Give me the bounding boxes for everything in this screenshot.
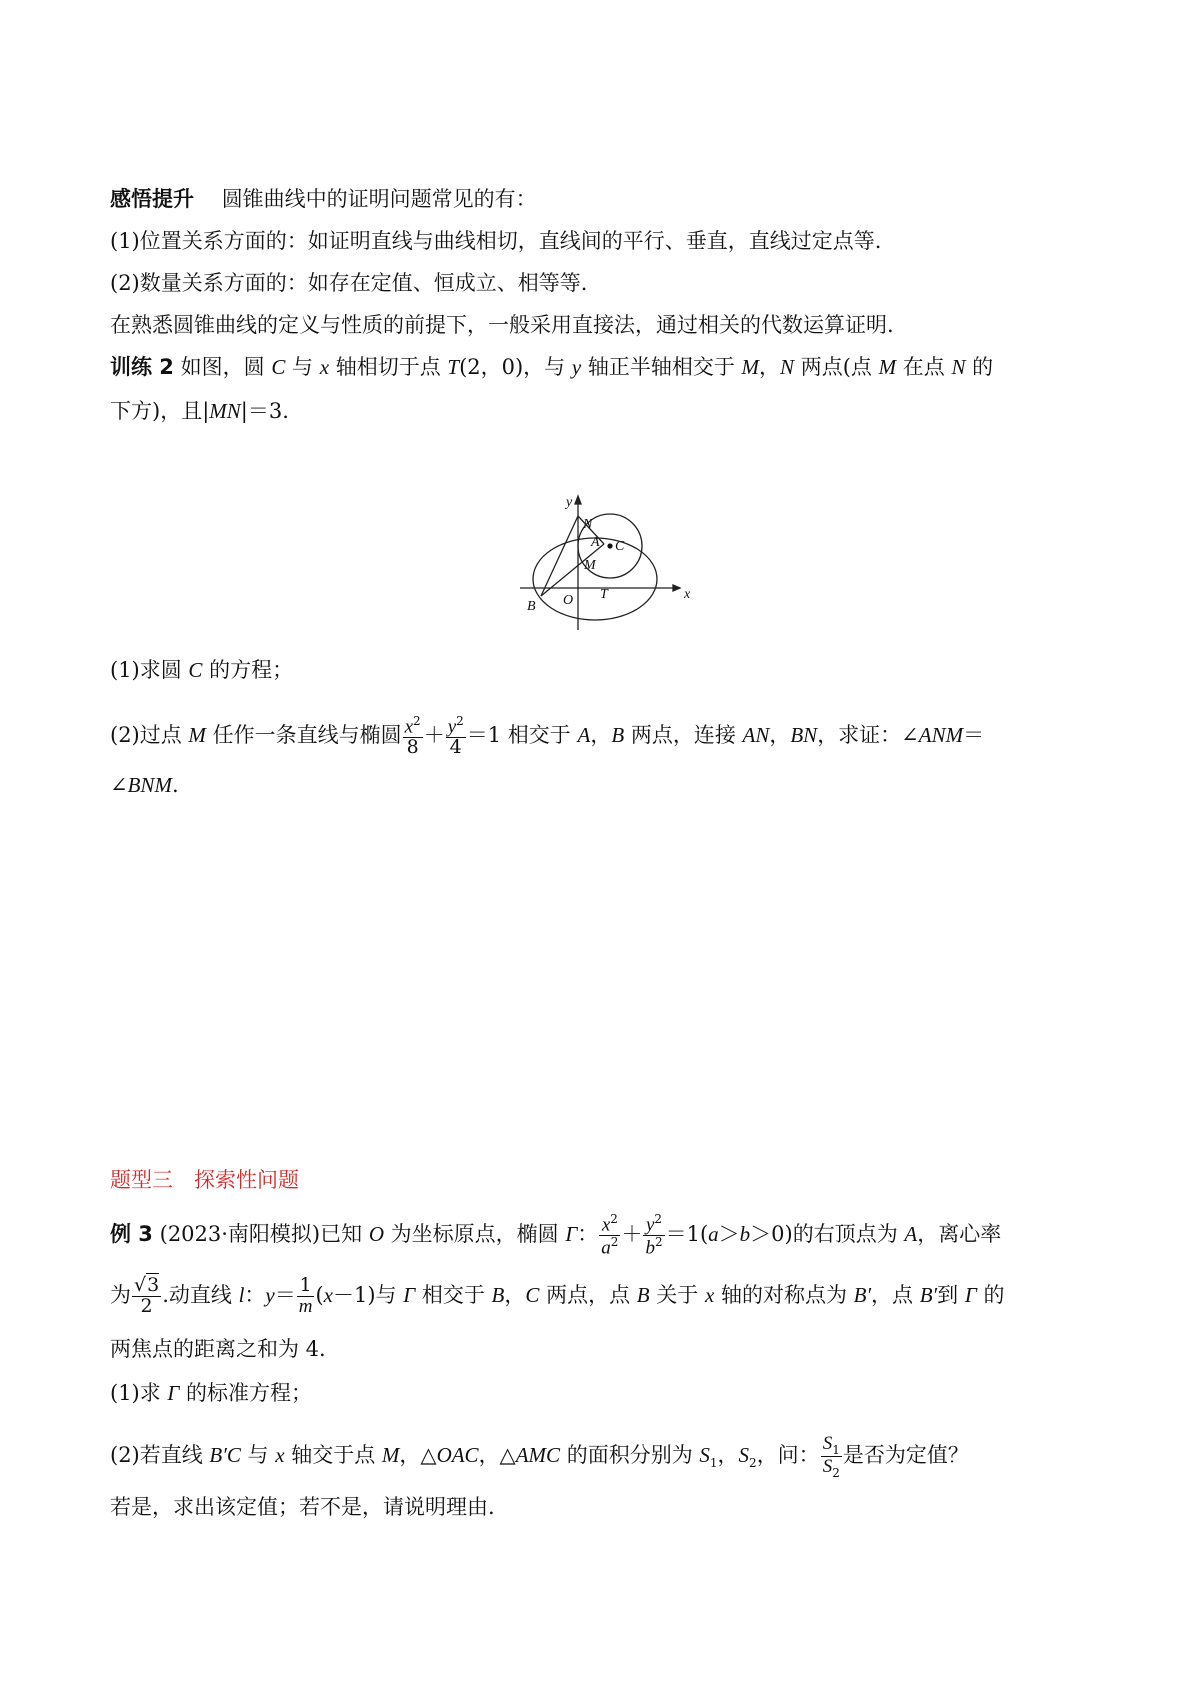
text: 的面积分别为: [560, 1443, 700, 1467]
text: ，问：: [756, 1443, 820, 1467]
example3-line2: [110, 1268, 1100, 1322]
var-Gamma: Γ: [403, 1283, 416, 1307]
text: ＞: [718, 1222, 740, 1246]
var-x: x: [319, 355, 330, 379]
fraction-S1-over-S2: [821, 1434, 842, 1480]
fraction-sqrt3-over-2: [132, 1276, 161, 1317]
var-y: y: [645, 1214, 655, 1236]
label-N: N: [583, 517, 593, 532]
training2-q2: [110, 708, 1100, 762]
ellipse-curve: [533, 538, 657, 620]
training2-q1: [110, 655, 1100, 685]
text: (2，0)，与: [459, 355, 572, 379]
text: (2)过点: [110, 723, 189, 747]
var-x: x: [323, 1283, 333, 1307]
subscript: 2: [832, 1465, 840, 1480]
training2-line1: [110, 352, 1100, 382]
subscript: 2: [749, 1456, 757, 1471]
var-BNM: BNM: [127, 773, 172, 797]
var-S: S: [822, 1432, 833, 1454]
text: 关于: [649, 1283, 705, 1307]
var-b: b: [645, 1237, 655, 1259]
training2-q2-line2: [110, 770, 1100, 800]
text: 任作一条直线与椭圆: [205, 723, 402, 747]
var-B: B: [611, 723, 625, 747]
var-l: l: [238, 1283, 245, 1307]
y-axis-arrow: [575, 496, 581, 504]
var-b: b: [739, 1222, 751, 1246]
var-A: A: [904, 1222, 918, 1246]
var-AMC: AMC: [515, 1443, 561, 1467]
text: 的: [965, 355, 994, 379]
var-x: x: [275, 1443, 285, 1467]
text: 是否为定值？: [842, 1443, 969, 1467]
var-Gamma: Γ: [964, 1283, 977, 1307]
exponent: 2: [456, 713, 464, 728]
x-axis-arrow: [673, 585, 680, 591]
subscript: 1: [709, 1456, 718, 1471]
text: ，点: [871, 1283, 920, 1307]
text: 两点，点: [539, 1283, 637, 1307]
exponent: 2: [610, 1235, 619, 1249]
var-M: M: [188, 723, 206, 747]
label-y: y: [566, 495, 573, 510]
text: .动直线: [162, 1283, 239, 1307]
text: 如图，圆: [180, 355, 272, 379]
fraction-x2-over-a2: [599, 1213, 620, 1259]
insight-intro: 圆锥曲线中的证明问题常见的有：: [221, 187, 537, 211]
text: (2023·南阳模拟)已知: [159, 1222, 369, 1246]
fraction-y2-over-b2: [643, 1213, 664, 1259]
label-B: B: [527, 599, 536, 614]
segment-BN: [541, 516, 578, 596]
label-T: T: [600, 587, 608, 602]
example3-q1: [110, 1378, 1100, 1408]
exponent: 2: [413, 713, 421, 728]
text: 轴相切于点: [329, 355, 448, 379]
var-O: O: [368, 1222, 384, 1246]
training2-line2: [110, 396, 1100, 426]
text: 轴交于点: [284, 1443, 382, 1467]
text: ，: [717, 1443, 739, 1467]
insight-p3: 在熟悉圆锥曲线的定义与性质的前提下，一般采用直接法，通过相关的代数运算证明.: [110, 313, 894, 337]
denominator: 8: [406, 736, 419, 759]
text: (1)求: [110, 1381, 168, 1405]
denominator: 2: [140, 1295, 153, 1317]
text: －1)与: [333, 1283, 404, 1307]
var-BprimeC: B′C: [209, 1443, 241, 1467]
denominator: 4: [449, 736, 462, 759]
var-C: C: [188, 658, 203, 682]
var-S: S: [699, 1443, 710, 1467]
var-M: M: [741, 355, 760, 379]
var-m: m: [298, 1296, 313, 1317]
text: 相交于: [415, 1283, 492, 1307]
text: ，: [769, 723, 791, 747]
text: ＝1 相交于: [466, 723, 578, 747]
var-B-prime: B′: [853, 1283, 872, 1307]
text: (: [315, 1283, 324, 1307]
text: 与: [285, 355, 320, 379]
var-B-prime: B′: [919, 1283, 938, 1307]
insight-p2: (2)数量关系方面的：如存在定值、恒成立、相等等.: [110, 271, 588, 295]
var-B: B: [491, 1283, 505, 1307]
numerator: 1: [297, 1276, 315, 1297]
var-x: x: [704, 1283, 715, 1307]
radicand: 3: [147, 1274, 160, 1297]
var-y: y: [571, 355, 582, 379]
var-B: B: [636, 1283, 650, 1307]
text: 两点，连接: [624, 723, 743, 747]
example3-line1: [110, 1207, 1100, 1261]
fraction-x2-over-8: [403, 715, 423, 758]
var-M: M: [381, 1443, 400, 1467]
text: ：: [577, 1222, 599, 1246]
text: ＝: [274, 1283, 296, 1307]
text: ＋: [423, 723, 445, 747]
text: |＝3.: [240, 399, 289, 423]
var-y: y: [265, 1283, 275, 1307]
text: ，: [759, 355, 781, 379]
text: 轴正半轴相交于: [581, 355, 742, 379]
insight-p1: (1)位置关系方面的：如证明直线与曲线相切，直线间的平行、垂直，直线过定点等.: [110, 229, 882, 253]
center-point-C: [607, 543, 612, 548]
var-T: T: [447, 355, 460, 379]
example3-label: 例 3: [110, 1222, 153, 1246]
text: 为坐标原点，椭圆: [383, 1222, 566, 1246]
text: (2)若直线: [110, 1443, 210, 1467]
var-Gamma: Γ: [565, 1222, 578, 1246]
fraction-1-over-m: [297, 1276, 315, 1317]
var-C: C: [271, 355, 286, 379]
insight-intro-line: [110, 184, 1100, 214]
var-S: S: [822, 1456, 833, 1477]
label-A: A: [591, 535, 600, 550]
fraction-y2-over-4: [446, 715, 466, 758]
exponent: 2: [654, 1211, 663, 1226]
text: 的标准方程；: [179, 1381, 313, 1405]
var-A: A: [577, 723, 591, 747]
var-OAC: OAC: [436, 1443, 479, 1467]
label-M: M: [584, 558, 596, 573]
text: ，离心率: [917, 1222, 1002, 1246]
text: 的: [976, 1283, 1005, 1307]
geometry-figure: [520, 490, 700, 635]
training2-label: 训练 2: [110, 355, 174, 379]
exponent: 2: [610, 1211, 618, 1226]
text: 两点(点: [794, 355, 879, 379]
var-M: M: [878, 355, 897, 379]
var-S: S: [738, 1443, 750, 1467]
text: ，△: [478, 1443, 516, 1467]
text: 在点: [896, 355, 952, 379]
text: ，: [504, 1283, 526, 1307]
example3-line3: 两焦点的距离之和为 4.: [110, 1337, 326, 1361]
text: ＋: [621, 1222, 643, 1246]
text: .: [171, 773, 179, 797]
text: 的方程；: [202, 658, 294, 682]
var-MN: MN: [209, 399, 241, 423]
text: 轴的对称点为: [714, 1283, 854, 1307]
var-x: x: [601, 1214, 611, 1236]
text: ，求证：∠: [817, 723, 919, 747]
text: ，△: [399, 1443, 437, 1467]
var-N: N: [780, 355, 795, 379]
text: ＝1(: [665, 1222, 709, 1246]
sqrt-symbol: √: [134, 1274, 147, 1297]
text: (1)求圆: [110, 658, 189, 682]
var-ANM: ANM: [918, 723, 964, 747]
text: ，: [590, 723, 612, 747]
label-C: C: [615, 539, 625, 554]
var-BN: BN: [790, 723, 818, 747]
text: ：: [244, 1283, 266, 1307]
var-C: C: [525, 1283, 540, 1307]
var-Gamma: Γ: [167, 1381, 180, 1405]
var-N: N: [951, 355, 966, 379]
label-x: x: [684, 587, 691, 602]
text: ＞0)的右顶点为: [750, 1222, 905, 1246]
text: ＝: [963, 723, 985, 747]
example3-q2: [110, 1428, 1100, 1490]
text: 与: [240, 1443, 276, 1467]
label-O: O: [563, 593, 574, 608]
text: ∠: [110, 773, 128, 797]
text: 到: [937, 1283, 965, 1307]
exponent: 2: [654, 1235, 663, 1249]
example3-q2-line2: 若是，求出该定值；若不是，请说明理由.: [110, 1495, 495, 1519]
var-a: a: [708, 1222, 719, 1246]
subscript: 1: [832, 1442, 840, 1457]
var-y: y: [447, 716, 457, 738]
var-AN: AN: [742, 723, 770, 747]
var-x: x: [404, 716, 414, 738]
text: 为: [110, 1283, 131, 1307]
text: 下方)，且|: [110, 399, 210, 423]
section-title: 题型三 探索性问题: [110, 1168, 299, 1192]
insight-label: 感悟提升: [110, 187, 194, 211]
var-a: a: [601, 1237, 611, 1259]
